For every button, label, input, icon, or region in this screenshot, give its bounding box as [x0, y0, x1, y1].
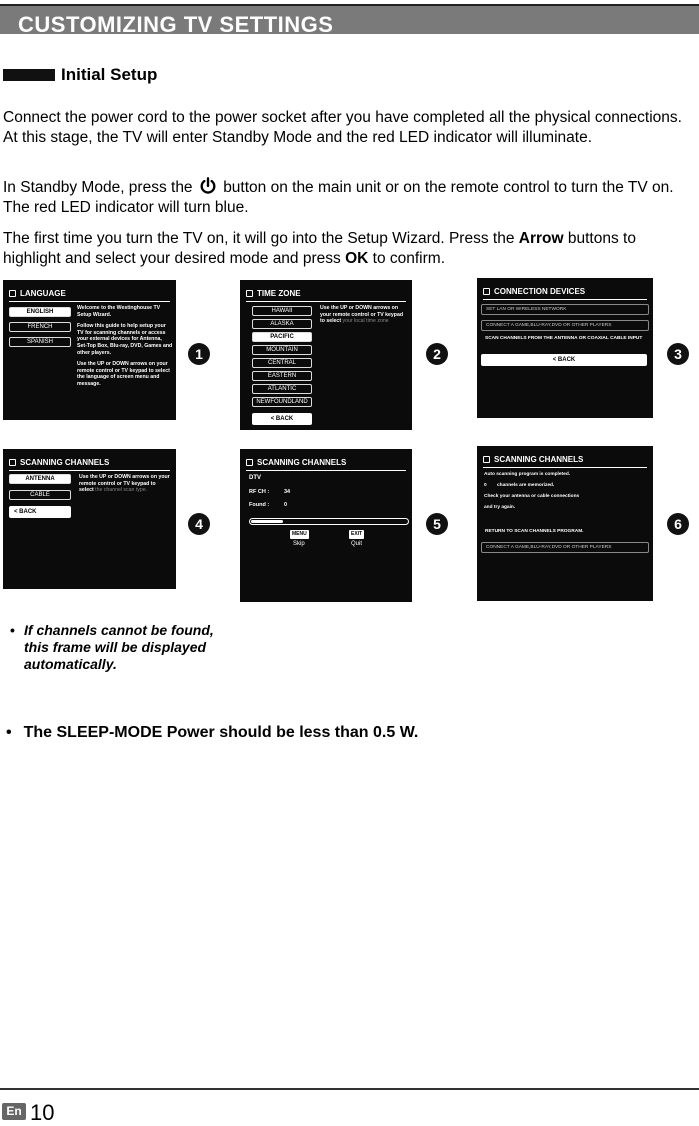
back-label: BACK [557, 357, 576, 363]
power-icon [199, 177, 217, 195]
chevron-left-icon: < [552, 357, 558, 363]
checkbox-icon [246, 459, 253, 466]
checkbox-icon [483, 456, 490, 463]
checkbox-icon [9, 290, 16, 297]
note-text: If channels cannot be found, this frame will be displayed automatically. [24, 622, 214, 672]
bullet: • [6, 724, 12, 741]
language-description [77, 305, 173, 388]
connection-devices-screen [477, 278, 653, 418]
chevron-left-icon: < [270, 416, 276, 422]
scan-type-description [79, 474, 171, 494]
wizard-text-b: buttons to highlight and select your desired mode and press [3, 230, 636, 267]
option-pacific[interactable]: PACIFIC [252, 332, 312, 342]
scan-complete-line: Auto scanning program is completed. [484, 472, 571, 477]
page-number: 10 [30, 1100, 55, 1125]
standby-text-after: button on the main unit or on the remote control to turn the TV on. The red LED indicator will turn blue. [3, 179, 674, 216]
rf-channel-label: RF CH : [249, 489, 270, 495]
desc-bold: Use the UP or DOWN arrows on your remote control or TV keypad to select [79, 474, 170, 494]
screen-title: LANGUAGE [20, 289, 66, 298]
back-button[interactable] [252, 413, 312, 425]
sleep-mode-text: The SLEEP-MODE Power should be less than 0.5 W. [23, 724, 419, 741]
divider [483, 299, 647, 300]
back-button[interactable] [9, 506, 71, 518]
step-number-1: 1 [188, 343, 210, 365]
paragraph-setup-wizard [3, 229, 693, 269]
screen-title: TIME ZONE [257, 289, 301, 298]
divider [483, 467, 647, 468]
timezone-screen [240, 280, 412, 430]
step-number-6: 6 [667, 513, 689, 535]
standby-text-before: In Standby Mode, press the [3, 179, 193, 196]
sleep-mode-note [6, 724, 418, 742]
desc-gray: your local time zone [342, 318, 389, 325]
channels-count: 0 [484, 483, 487, 488]
step-number-5: 5 [426, 513, 448, 535]
option-return-scan[interactable]: RETURN TO SCAN CHANNELS PROGRAM. [485, 529, 584, 534]
option-eastern[interactable]: EASTERN [252, 371, 312, 381]
checkbox-icon [246, 290, 253, 297]
language-screen [3, 280, 176, 420]
arrow-keyword: Arrow [518, 230, 564, 247]
option-connect-players[interactable]: CONNECT A GAME,BLU-RAY,DVD OR OTHER PLAYERS [481, 320, 649, 331]
step-number-4: 4 [188, 513, 210, 535]
checkbox-icon [9, 459, 16, 466]
exit-key[interactable]: EXIT [351, 531, 363, 537]
section-marker [3, 69, 55, 81]
screen-title: SCANNING CHANNELS [494, 455, 584, 464]
ok-keyword: OK [345, 250, 369, 267]
screen-title: SCANNING CHANNELS [20, 458, 110, 467]
screen-title: CONNECTION DEVICES [494, 287, 586, 296]
step-number-3: 3 [667, 343, 689, 365]
desc-gray: the channel scan type. [95, 487, 148, 494]
desc-bold: Use the UP or DOWN arrows on your remote control or TV keypad to select [320, 305, 404, 325]
scan-progress-screen [240, 449, 412, 602]
desc-welcome: Welcome to the Westinghouse TV Setup Wizard. [77, 305, 161, 318]
desc-guide: Follow this guide to help setup your TV for scanning channels or access your external devices for Antenna, Set-Top Box, Blu-ray, DVD, Games and other players. [77, 323, 173, 356]
skip-label: Skip [293, 541, 305, 547]
bullet: • [10, 622, 15, 638]
dtv-label: DTV [249, 475, 261, 481]
quit-label: Quit [351, 541, 363, 547]
note-channels-not-found [10, 622, 224, 673]
divider [246, 301, 406, 302]
chevron-left-icon: < [14, 509, 20, 515]
checkbox-icon [483, 288, 490, 295]
option-central[interactable]: CENTRAL [252, 358, 312, 368]
option-newfoundland[interactable]: NEWFOUNDLAND [252, 397, 312, 407]
option-network[interactable]: SET LAN OR WIRELESS NETWORK [481, 304, 649, 315]
section-title: Initial Setup [61, 65, 158, 84]
channels-memorized-line: channels are memorized. [497, 483, 555, 488]
scan-progress-fill [251, 520, 283, 523]
wizard-text-c: to confirm. [372, 250, 445, 267]
footer-divider [0, 1088, 699, 1090]
rf-channel-value: 34 [284, 489, 291, 495]
scan-progress-bar [249, 518, 409, 525]
try-again-line: and try again. [484, 505, 516, 510]
desc-instruction: Use the UP or DOWN arrows on your remote control or TV keypad to select the language of screen menu and message. [77, 361, 170, 387]
option-spanish[interactable]: SPANISH [9, 337, 71, 347]
option-scan-channels[interactable]: SCAN CHANNELS FROM THE ANTENNA OR COAXIAL CABLE INPUT [485, 336, 643, 341]
found-label: Found : [249, 502, 270, 508]
page-title: CUSTOMIZING TV SETTINGS [18, 12, 334, 37]
found-value: 0 [284, 502, 288, 508]
menu-key[interactable]: MENU [292, 531, 307, 537]
divider [9, 470, 170, 471]
check-connections-line: Check your antenna or cable connections [484, 494, 580, 499]
option-alaska[interactable]: ALASKA [252, 319, 312, 329]
scan-complete-screen [477, 446, 653, 601]
paragraph-standby [3, 177, 693, 218]
wizard-text-a: The first time you turn the TV on, it will go into the Setup Wizard. Press the [3, 230, 515, 247]
option-antenna[interactable]: ANTENNA [9, 474, 71, 484]
scan-type-screen [3, 449, 176, 589]
option-atlantic[interactable]: ATLANTIC [252, 384, 312, 394]
option-cable[interactable]: CABLE [9, 490, 71, 500]
back-label: BACK [19, 509, 37, 515]
divider [9, 301, 170, 302]
divider [246, 470, 406, 471]
back-label: BACK [275, 416, 294, 422]
option-mountain[interactable]: MOUNTAIN [252, 345, 312, 355]
option-english[interactable]: ENGLISH [9, 307, 71, 317]
language-badge: En [2, 1103, 26, 1120]
step-number-2: 2 [426, 343, 448, 365]
option-hawaii[interactable]: HAWAII [252, 306, 312, 316]
paragraph-power-cord: Connect the power cord to the power socket after you have completed all the physical connections. At this stage, the TV will enter Standby Mode and the red LED indicator will illuminate. [3, 109, 682, 146]
back-button[interactable] [481, 354, 647, 366]
screen-title: SCANNING CHANNELS [257, 458, 347, 467]
timezone-description [320, 305, 408, 325]
option-connect-players[interactable]: CONNECT A GAME,BLU-RAY,DVD OR OTHER PLAYERS [481, 542, 649, 553]
option-french[interactable]: FRENCH [9, 322, 71, 332]
